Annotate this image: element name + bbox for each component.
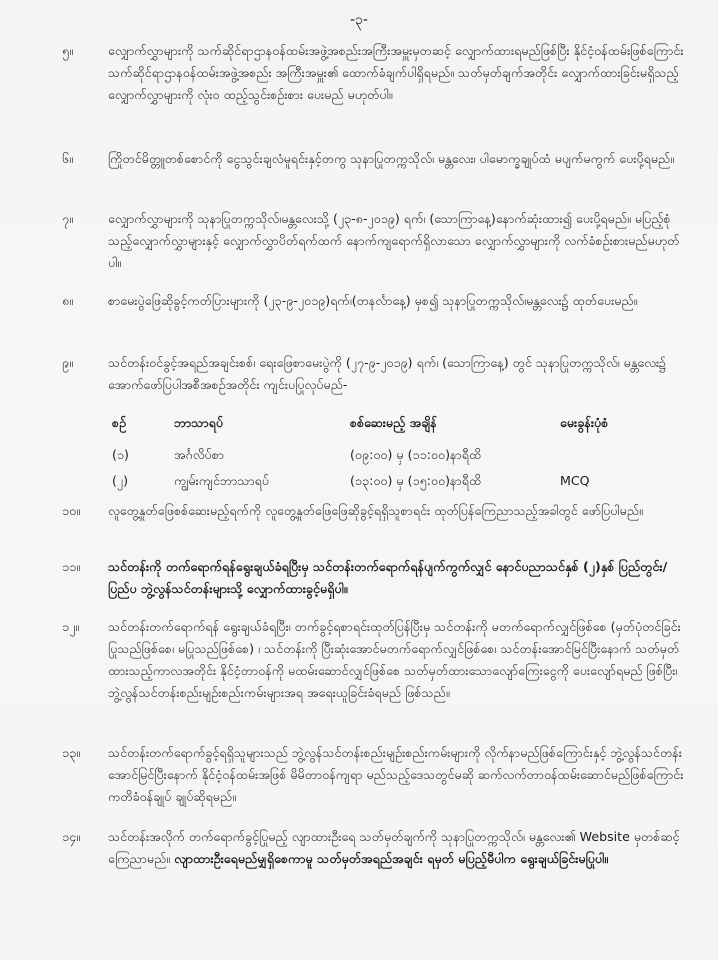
schedule-header-row (112, 412, 632, 434)
row-no: (၁) (112, 447, 129, 462)
paragraph-12 (62, 616, 692, 704)
paragraph-bold-text: လျာထားဦးရေမည်မျှရှိစေကာမူ သတ်မှတ်အရည်အချင်း ရမှတ် မပြည့်မီပါက ရွေးချယ်ခြင်းမပြုပါ။ (174, 851, 609, 866)
row-time: (၀၉:၀၀) မှ (၁၁:၀၀)နာရီထိ (350, 447, 482, 462)
paragraph-14 (62, 826, 692, 870)
paragraph-number: ၈။ (62, 293, 74, 308)
header-subject: ဘာသာရပ် (174, 415, 224, 430)
schedule-row (112, 470, 632, 492)
paragraph-bold-text: သင်တန်းကို တက်ရောက်ရန်ရွေးချယ်ခံရပြီးမှ သင်တန်းတက်ရောက်ရန်ပျက်ကွက်လျှင် နောင်ပညာသင်နှစ် (၂)နှစ် ပြည်တွင်း/ပြည်ပ ဘွဲ့လွန်သင်တန်းများသို့ လျှောက်ထားခွင့်မရှိပါ။ (108, 559, 668, 596)
paragraph-number: ၁၁။ (62, 559, 80, 574)
page-number: -၃- (350, 12, 368, 28)
row-subject: အင်္ဂလိပ်စာ (174, 447, 225, 462)
paragraph-5 (62, 40, 692, 106)
paragraph-number: ၉။ (62, 355, 73, 370)
paragraph-text: သင်တန်းဝင်ခွင့်အရည်အချင်းစစ်၊ ရေးဖြေစာမေးပွဲကို (၂၇-၉-၂၀၁၉) ရက်၊ (သောကြာနေ့) တွင် သုနာပြုတက္ကသိုလ်၊ မန္တလေး၌ အောက်ဖော်ပြပါအစီအစဉ်အတိုင်း ကျင်းပပြုလုပ်မည်- (108, 355, 667, 392)
row-subject: ကျွမ်းကျင်ဘာသာရပ် (174, 473, 270, 488)
header-time: စစ်ဆေးမည့် အချိန် (350, 415, 437, 430)
row-type: MCQ (560, 473, 590, 488)
row-no: (၂) (112, 473, 129, 488)
header-type: မေးခွန်းပုံစံ (560, 415, 609, 430)
paragraph-6 (62, 148, 692, 170)
paragraph-text: လူတွေ့နှုတ်ဖြေစစ်ဆေးမည့်ရက်ကို လူတွေ့နှုတ်ဖြေဖြေဆိုခွင့်ရရှိသူစာရင်း ထုတ်ပြန်ကြေညာသည့်အခါတွင် ဖော်ပြပါမည်။ (108, 503, 643, 518)
row-time: (၁၃:၀၀) မှ (၁၅:၀၀)နာရီထိ (350, 473, 482, 488)
paragraph-number: ၁၃။ (62, 745, 80, 760)
paragraph-text: သင်တန်းအလိုက် တက်ရောက်ခွင့်ပြုမည့် လျာထားဦးရေ သတ်မှတ်ချက်ကို သုနာပြုတက္ကသိုလ်၊ မန္တလေး၏ Website မှတစ်ဆင့် ကြေညာမည်။ (108, 829, 680, 866)
exam-schedule-table (112, 412, 632, 492)
paragraph-10 (62, 500, 692, 522)
schedule-row (112, 444, 632, 466)
paragraph-text: လျှောက်လွှာများကို သက်ဆိုင်ရာဌာနဝန်ထမ်းအဖွဲ့အစည်းအကြီးအမှူးမှတဆင့် လျှောက်ထားရမည်ဖြစ်ပြီး နိုင်ငံ့ဝန်ထမ်းဖြစ်ကြောင်း သက်ဆိုင်ရာဌာနဝန်ထမ်းအဖွဲ့အစည်း အကြီးအမှူး၏ ထောက်ခံချက်ပါရှိရမည်။ သတ်မှတ်ချက်အတိုင်း လျှောက်ထားခြင်းမရှိသည့် လျှောက်လွှာများကို လုံးဝ ထည့်သွင်းစဉ်းစား ပေးမည် မဟုတ်ပါ။ (108, 43, 684, 102)
paragraph-text: ကြိုတင်မိတ္တူတစ်စောင်ကို ငွေသွင်းချလံမူရင်းနှင့်တကွ သုနာပြုတက္ကသိုလ်၊ မန္တလေး၊ ပါမောက္ခချုပ်ထံ မပျက်မကွက် ပေးပို့ရမည်။ (108, 151, 675, 166)
paragraph-number: ၅။ (62, 43, 73, 58)
paragraph-text: စာမေးပွဲဖြေဆိုခွင့်ကတ်ပြားများကို (၂၃-၉-၂၀၁၉)ရက်၊(တနင်္လာနေ့) မှစ၍ သုနာပြုတက္ကသိုလ်၊မန္တလေး၌ ထုတ်ပေးမည်။ (108, 293, 638, 308)
paragraph-text: သင်တန်းတက်ရောက်ရန် ရွေးချယ်ခံရပြီး၊ တက်ခွင့်ရစာရင်းထုတ်ပြန်ပြီးမှ သင်တန်းကို မတက်ရောက်လျှင်ဖြစ်စေ (မှတ်ပုံတင်ခြင်းပြုသည်ဖြစ်စေ၊ မပြုသည်ဖြစ်စေ) ၊ သင်တန်းကို ပြီးဆုံးအောင်မတက်ရောက်လျှင်ဖြစ်စေ၊ သင်တန်းအောင်မြင်ပြီးနောက် သတ်မှတ်ထားသည့်ကာလအတိုင်း နိုင်ငံ့တာဝန်ကို မထမ်းဆောင်လျှင်ဖြစ်စေ သတ်မှတ်ထားသောလျော်ကြေးငွေကို ပေးလျော်ရမည် ဖြစ်ပြီး၊ ဘွဲ့လွန်သင်တန်းစည်းမျဉ်းစည်းကမ်းများအရ အရေးယူခြင်းခံရမည် ဖြစ်သည်။ (108, 619, 681, 700)
paragraph-number: ၇။ (62, 211, 73, 226)
paragraph-number: ၁၂။ (62, 619, 80, 634)
paragraph-text: သင်တန်းတက်ရောက်ခွင့်ရရှိသူများသည် ဘွဲ့လွန်သင်တန်းစည်းမျဉ်းစည်းကမ်းများကို လိုက်နာမည်ဖြစ်ကြောင်းနှင့် ဘွဲ့လွန်သင်တန်းအောင်မြင်ပြီးနောက် နိုင်ငံ့ဝန်ထမ်းအဖြစ် မိမိတာဝန်ကျရာ မည်သည့်ဒေသတွင်မဆို ဆက်လက်တာဝန်ထမ်းဆောင်မည်ဖြစ်ကြောင်း ကတိခံဝန်ချုပ် ချုပ်ဆိုရမည်။ (108, 745, 684, 804)
header-no: စဉ် (112, 415, 127, 430)
paragraph-11 (62, 556, 692, 600)
paragraph-number: ၁၄။ (62, 829, 80, 844)
paragraph-8 (62, 290, 692, 312)
paragraph-13 (62, 742, 692, 808)
paragraph-number: ၁၀။ (62, 503, 80, 518)
paragraph-number: ၆။ (62, 151, 73, 166)
paragraph-7 (62, 208, 692, 274)
paragraph-text: လျှောက်လွှာများကို သုနာပြုတက္ကသိုလ်၊မန္တလေးသို့ (၂၃-၈-၂၀၁၉) ရက်၊ (သောကြာနေ့)နောက်ဆုံးထား၍ ပေးပို့ရမည်။ မပြည့်စုံသည့်လျှောက်လွှာများနှင့် လျှောက်လွှာပိတ်ရက်ထက် နောက်ကျရောက်ရှိလာသော လျှောက်လွှာများကို လက်ခံစဉ်းစားမည်မဟုတ်ပါ။ (108, 211, 680, 270)
paragraph-9 (62, 352, 692, 396)
